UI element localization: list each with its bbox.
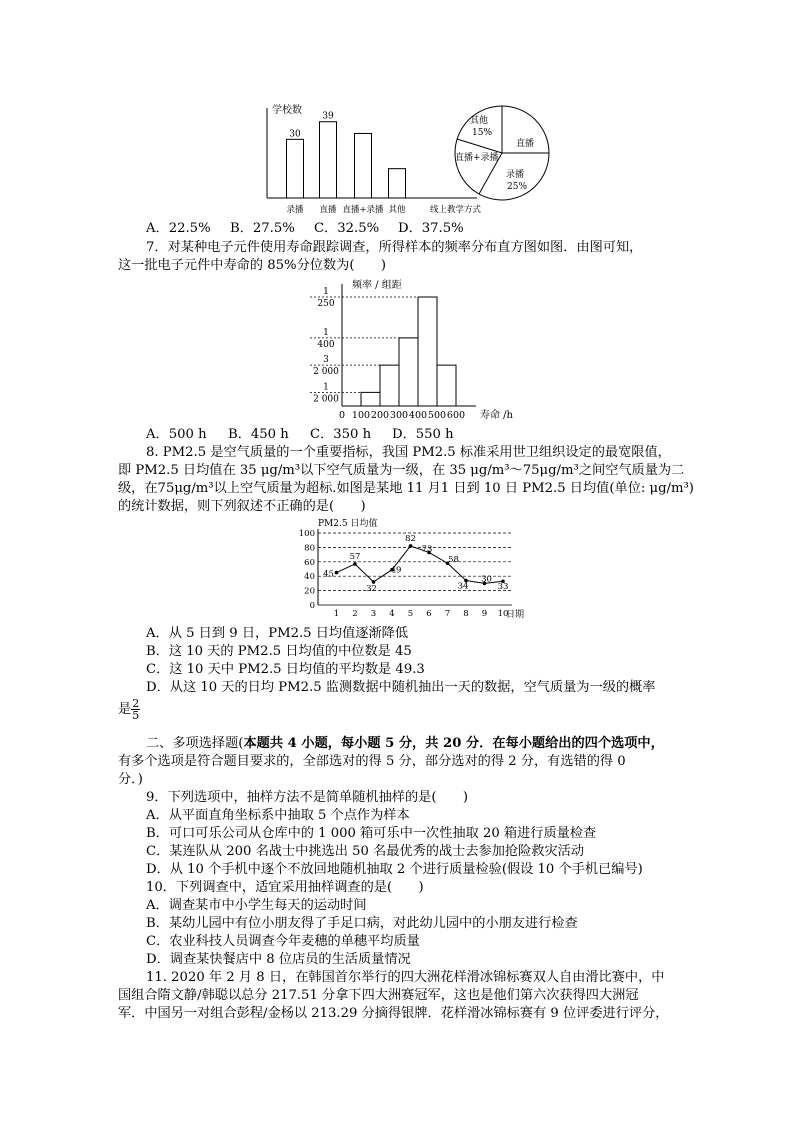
q9-option-b[interactable]: B．可口可乐公司从仓库中的 1 000 箱可乐中一次性抽取 20 箱进行质量检查 [146, 826, 597, 841]
q6-option-c[interactable]: C．32.5% [314, 221, 380, 236]
pie-label-recorded: 录播 [506, 170, 525, 180]
pm-point [409, 544, 413, 548]
q10-option-a[interactable]: A．调查某市中小学生每天的运动时间 [146, 898, 367, 913]
pm-data-label: 73 [421, 544, 433, 555]
q11-line-1: 11. 2020 年 2 月 8 日，在韩国首尔举行的四大洲花样滑冰锦标赛双人自由滑比赛中，中 [146, 970, 665, 985]
pm-ytick: 80 [304, 543, 315, 554]
pm-xtick: 1 [333, 609, 340, 619]
hist-y-den: 2 000 [313, 367, 339, 378]
pm-data-label: 34 [457, 581, 469, 592]
hist-bar [399, 338, 418, 406]
bar-category-label: 直播 [319, 205, 337, 215]
pm-data-label: 45 [323, 569, 334, 580]
frac-num: 2 [132, 697, 140, 710]
bar-category-label: 直播+录播 [342, 205, 384, 215]
q8-option-d[interactable]: D．从这 10 天的日均 PM2.5 监测数据中随机抽出一天的数据，空气质量为一级的概率 [146, 680, 656, 695]
bar [320, 122, 337, 198]
bar [287, 139, 304, 198]
q6-option-b[interactable]: B．27.5% [230, 221, 295, 236]
bar-value-label: 30 [289, 129, 301, 140]
hist-tick-label: 400 [408, 410, 428, 421]
pm-data-label: 49 [390, 565, 402, 576]
bar-category-label: 录播 [286, 205, 304, 215]
pie-pct-other: 15% [472, 128, 493, 138]
q8-option-c[interactable]: C．这 10 天中 PM2.5 日均值的平均数是 49.3 [146, 662, 425, 677]
q11-line-3: 军．中国另一对组合彭程/金杨以 213.29 分摘得银牌．花样滑冰锦标赛有 9 位评委进行评分， [118, 1006, 669, 1021]
q6-option-d[interactable]: D．37.5% [398, 221, 464, 236]
q6-option-a[interactable]: A．22.5% [146, 221, 211, 236]
hist-xlabel: 寿命 /h [480, 410, 513, 421]
hist-y-den: 250 [317, 299, 335, 309]
q7-options [146, 427, 454, 443]
section2-title: 二、多项选择题( [146, 736, 244, 751]
hist-bar [437, 365, 456, 406]
q6-bar-chart [255, 100, 485, 218]
pm-xtick: 6 [426, 609, 432, 619]
pm-data-label: 30 [481, 574, 492, 585]
q10-stem: 10．下列调查中，适宜采用抽样调查的是( ) [146, 880, 424, 895]
hist-y-num: 3 [323, 355, 329, 366]
pm-ytick: 100 [298, 529, 315, 539]
pm-xtick: 2 [352, 609, 358, 619]
q8-option-d-tail [118, 698, 140, 721]
hist-ylabel: 频率 / 组距 [352, 280, 402, 291]
pm-data-label: 32 [366, 583, 377, 594]
q9-option-a[interactable]: A．从平面直角坐标系中抽取 5 个点作为样本 [146, 808, 410, 823]
hist-tick-label: 100 [351, 410, 371, 421]
hist-tick-label: 500 [427, 410, 447, 421]
hist-bar [361, 392, 380, 406]
q8-option-d-shi: 是 [118, 702, 132, 717]
q7-option-a[interactable]: A．500 h [146, 427, 207, 442]
hist-bar [380, 365, 399, 406]
pm-xtick: 9 [481, 609, 488, 619]
q6-options [146, 221, 464, 237]
q7-stem-1: 7．对某种电子元件使用寿命跟踪调查，所得样本的频率分布直方图如图．由图可知， [146, 240, 643, 255]
hist-y-num: 1 [323, 287, 329, 297]
pm-data-label: 82 [405, 533, 416, 544]
bar [355, 133, 372, 198]
q8-option-d-fraction [131, 698, 140, 721]
q8-option-b[interactable]: B．这 10 天的 PM2.5 日均值的中位数是 45 [146, 644, 412, 659]
q9-stem: 9．下列选项中，抽样方法不是简单随机抽样的是( ) [146, 790, 468, 805]
q9-option-d[interactable]: D．从 10 个手机中逐个不放回地随机抽取 2 个进行质量检验(假设 10 个手机已编号) [146, 862, 643, 877]
pm-point [335, 571, 339, 575]
pm-xtick: 5 [407, 609, 414, 619]
hist-y-den: 400 [317, 339, 335, 350]
pm-point [353, 562, 357, 566]
q10-option-b[interactable]: B．某幼儿园中有位小朋友得了手足口病，对此幼儿园中的小朋友进行检查 [146, 916, 578, 931]
pm-xlabel: 日期 [506, 610, 525, 620]
q9-option-c[interactable]: C．某连队从 200 名战士中挑选出 50 名最优秀的战士去参加抢险救灾活动 [146, 844, 585, 859]
pm-xtick: 7 [444, 609, 451, 619]
q8-option-a[interactable]: A．从 5 日到 9 日，PM2.5 日均值逐渐降低 [146, 626, 409, 641]
q10-option-c[interactable]: C．农业科技人员调查今年麦穗的单穗平均质量 [146, 934, 420, 949]
pie-pct-recorded: 25% [507, 182, 528, 192]
pm-xtick: 3 [370, 609, 377, 619]
q8-stem-3: 级，在75μg/m³以上空气质量为超标.如图是某地 11 月1 日到 10 日 PM2.5 日均值(单位: μg/m³) [118, 481, 694, 496]
section2-rule: 本题共 4 小题，每小题 5 分，共 20 分．在每小题给出的四个选项中， [243, 736, 664, 751]
section2-line-2: 有多个选项是符合题目要求的，全部选对的得 5 分，部分选对的得 2 分，有选错的得 0 [118, 754, 626, 769]
bar [389, 169, 406, 198]
bar-ylabel: 学校数 [272, 105, 302, 116]
section2-line-1 [146, 736, 664, 752]
q7-option-d[interactable]: D．550 h [392, 427, 454, 442]
pm-xtick: 4 [389, 609, 395, 619]
pie-label-both: 直播+录播 [455, 153, 499, 163]
pm-data-label: 33 [497, 582, 509, 593]
pie-label-live: 直播 [516, 139, 535, 149]
hist-y-den: 2 000 [313, 394, 339, 405]
q8-stem-2: 即 PM2.5 日均值在 35 μg/m³以下空气质量为一级，在 35 μg/m³～75μg/m³之间空气质量为二 [118, 463, 685, 478]
q7-option-c[interactable]: C．350 h [310, 427, 372, 442]
pm-ytick: 0 [309, 601, 315, 611]
q8-stem-4: 的统计数据，则下列叙述不正确的是( ) [118, 499, 366, 514]
pm-ytick: 60 [304, 557, 315, 568]
pm-data-label: 58 [448, 555, 459, 566]
q8-line-chart [290, 515, 530, 623]
pm-series-line [337, 546, 504, 583]
pm-xtick: 10 [497, 609, 509, 619]
hist-y-num: 1 [323, 327, 329, 338]
frac-den: 5 [132, 709, 140, 722]
pie-label-other: 其他 [470, 116, 489, 126]
section2-line-3: 分．) [118, 772, 143, 787]
pm-data-label: 57 [349, 551, 361, 562]
hist-tick-label: 300 [389, 410, 409, 421]
hist-tick-label: 200 [370, 410, 390, 421]
hist-tick-label: 0 [338, 410, 346, 421]
q8-stem-1: 8. PM2.5 是空气质量的一个重要指标，我国 PM2.5 标准采用世卫组织设定的最宽限值， [146, 445, 671, 460]
pm-ytick: 20 [304, 586, 315, 597]
hist-bar [418, 297, 437, 406]
q11-line-2: 国组合隋文静/韩聪以总分 217.51 分拿下四大洲赛冠军，这也是他们第六次获得四大洲冠 [118, 988, 639, 1003]
pm-ytick: 40 [304, 572, 315, 583]
bar-value-label: 39 [322, 111, 334, 122]
q7-histogram [300, 276, 525, 422]
bar-category-label: 其他 [388, 205, 406, 215]
bar-xlabel: 线上教学方式 [430, 205, 482, 215]
pm-ylabel: PM2.5 日均值 [318, 519, 378, 529]
q6-pie-chart [452, 105, 557, 205]
hist-tick-label: 600 [446, 410, 466, 421]
hist-y-num: 1 [323, 382, 329, 393]
q7-stem-2: 这一批电子元件中寿命的 85%分位数为( ) [118, 258, 386, 273]
q7-option-b[interactable]: B．450 h [228, 427, 289, 442]
q10-option-d[interactable]: D．调查某快餐店中 8 位店员的生活质量情况 [146, 952, 411, 967]
pm-xtick: 8 [463, 609, 469, 619]
